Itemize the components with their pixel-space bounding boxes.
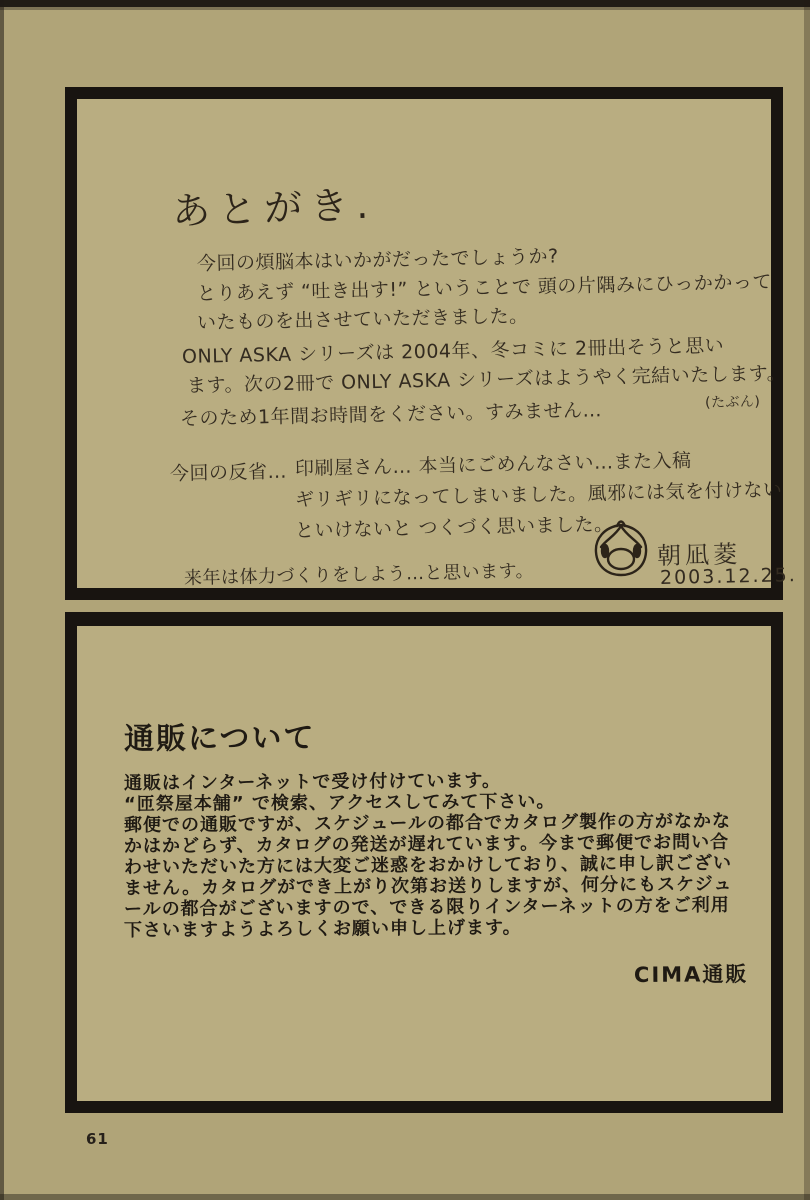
afterword-line: ONLY ASKA シリーズは 2004年、冬コミに 2冊出そうと思い (181, 334, 725, 368)
scan-edge-top-shadow (0, 7, 810, 10)
reflection-line: 印刷屋さん… 本当にごめんなさい…また入稿 (294, 449, 692, 480)
afterword-tabun-note: (たぶん) (704, 393, 761, 411)
reflection-line: ギリギリになってしまいました。風邪には気を付けない (294, 478, 783, 511)
mailorder-line: 郵便での通販ですが、スケジュールの都合でカタログ製作の方がなかな (123, 810, 731, 836)
mailorder-line: 下さいますようよろしくお願い申し上げます。 (123, 917, 522, 941)
mailorder-line: ールの都合がございますので、できる限りインターネットの方をご利用 (123, 894, 730, 920)
scan-edge-top (0, 0, 810, 7)
mailorder-line: 通販はインターネットで受け付けています。 (123, 770, 502, 794)
scan-edge-left (0, 0, 4, 1200)
afterword-line: いたものを出させていただきました。 (196, 305, 529, 334)
afterword-closing-line: 来年は体力づくりをしよう…と思います。 (183, 560, 535, 589)
mascot-face-icon (590, 518, 652, 580)
mailorder-line: かはかどらず、カタログの発送が遅れています。今まで郵便でお問い合 (123, 831, 730, 857)
reflection-line: といけないと つくづく思いました。 (294, 513, 614, 542)
afterword-panel (65, 87, 798, 600)
reflection-label: 今回の反省… (169, 460, 288, 485)
scan-edge-bottom (0, 1194, 810, 1200)
author-signature: 朝凪菱 (656, 540, 742, 570)
afterword-line: とりあえず “吐き出す!” ということで 頭の片隅みにひっかかって (196, 270, 773, 305)
scan-edge-right (804, 0, 810, 1200)
afterword-line: そのため1年間お時間をください。すみません… (179, 399, 603, 430)
mailorder-line: ません。カタログができ上がり次第お送りしますが、何分にもスケジュ (123, 873, 733, 899)
mailorder-line: わせいただいた方には大変ご迷惑をおかけしており、誠に申し訳ござい (123, 852, 733, 878)
page-number: 61 (86, 1130, 109, 1148)
mailorder-title: 通販について (123, 720, 316, 757)
afterword-title: あとがき. (171, 182, 377, 234)
mailorder-signoff: CIMA通販 (633, 962, 749, 987)
afterword-date: 2003.12.25. (659, 564, 798, 589)
mailorder-line: “匝祭屋本舗” で検索、アクセスしてみて下さい。 (123, 790, 556, 815)
afterword-line: ます。次の2冊で ONLY ASKA シリーズはようやく完結いたします。 (186, 362, 787, 397)
mailorder-panel (65, 612, 783, 1113)
afterword-line: 今回の煩脳本はいかがだったでしょうか? (196, 245, 559, 275)
